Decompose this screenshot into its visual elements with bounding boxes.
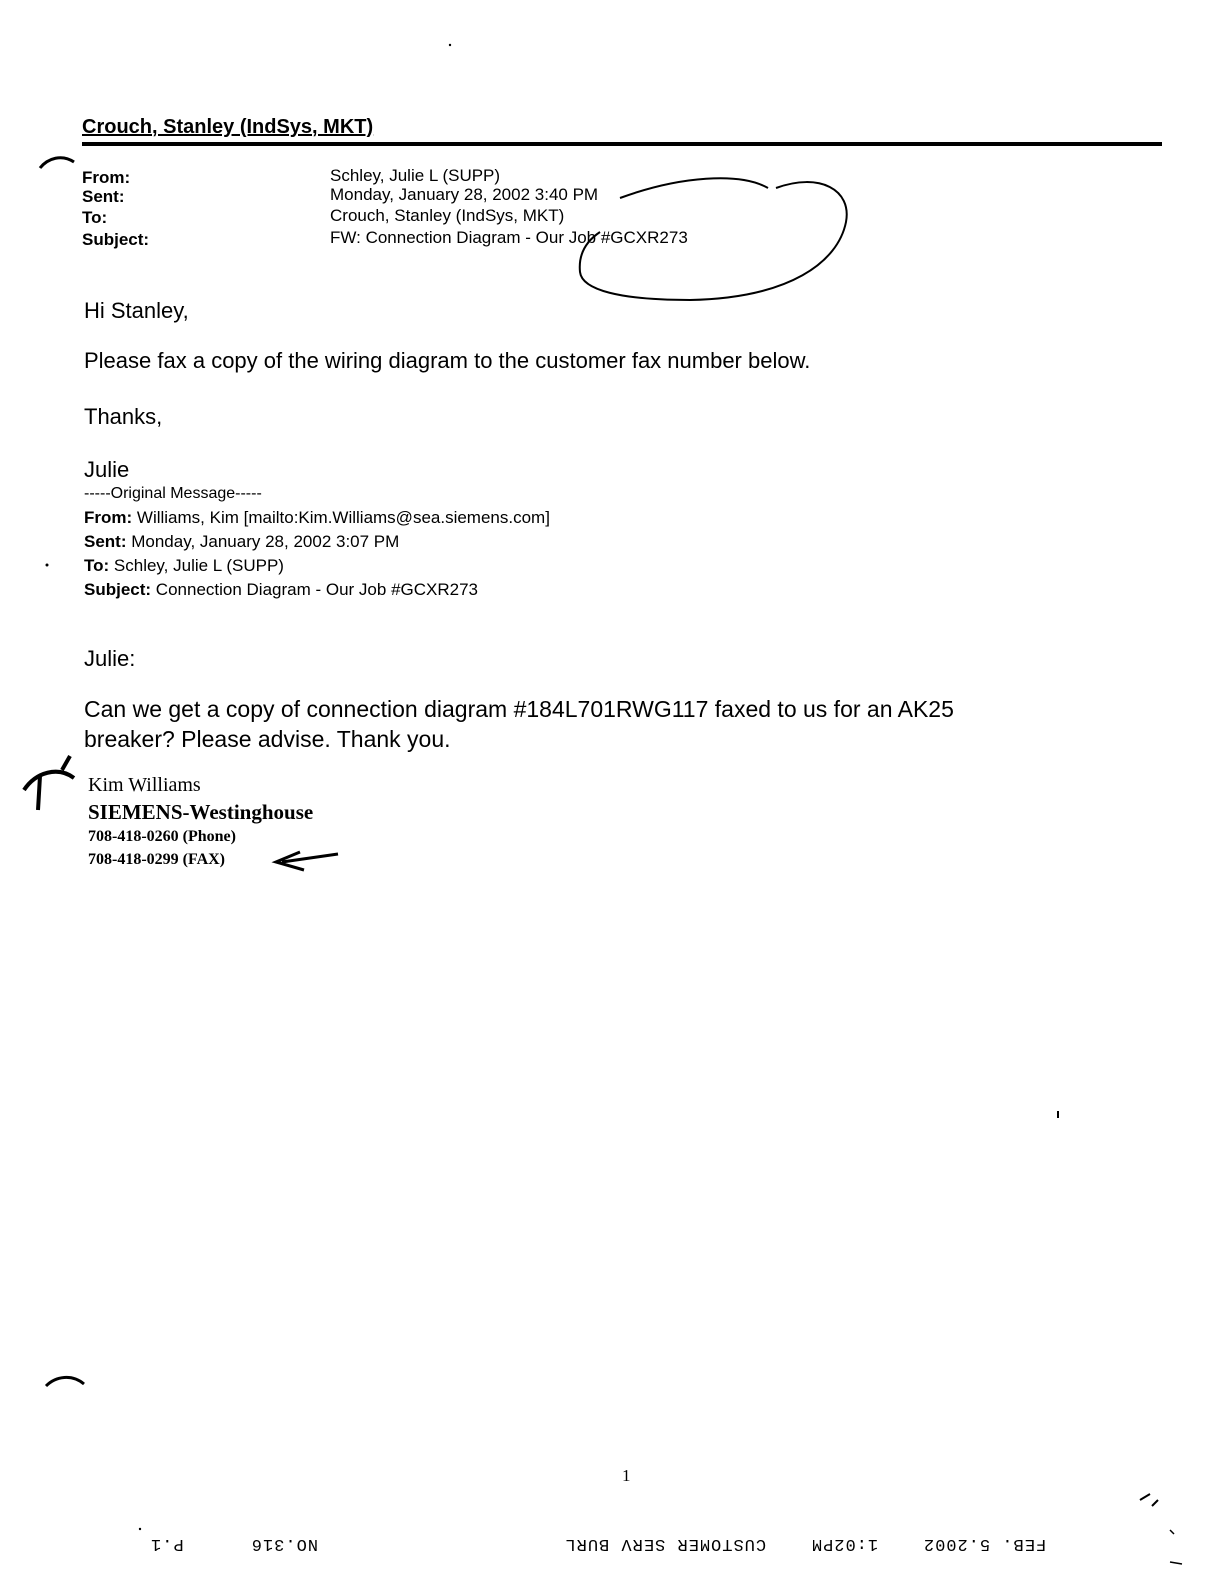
original-message-line2: breaker? Please advise. Thank you. <box>84 726 451 752</box>
signoff-text: Julie <box>84 457 130 482</box>
sent-label: Sent: <box>82 187 125 206</box>
original-subject-label: Subject: <box>84 580 152 599</box>
hand-checkmark <box>24 756 74 810</box>
from-value: Schley, Julie L (SUPP) <box>330 166 501 185</box>
original-sent-value: Monday, January 28, 2002 3:07 PM <box>131 532 400 551</box>
hand-hook-mark-bottom <box>46 1377 84 1386</box>
original-to-value: Schley, Julie L (SUPP) <box>113 556 284 575</box>
original-from-value: Williams, Kim [mailto:Kim.Williams@sea.siemens.com] <box>136 508 550 527</box>
mailbox-owner-title: Crouch, Stanley (IndSys, MKT) <box>82 116 374 138</box>
signature-company: SIEMENS-Westinghouse <box>88 800 314 824</box>
hand-arrow-fax <box>276 852 338 870</box>
thanks-text: Thanks, <box>84 404 163 429</box>
greeting: Hi Stanley, <box>84 298 189 323</box>
page-number: 1 <box>622 1466 631 1485</box>
hand-circle-annotation <box>580 178 847 300</box>
from-label: From: <box>82 168 131 187</box>
request-text: Please fax a copy of the wiring diagram to the customer fax number below. <box>84 348 811 373</box>
original-from-label: From: <box>84 508 133 527</box>
sent-value: Monday, January 28, 2002 3:40 PM <box>330 185 599 204</box>
signature-name: Kim Williams <box>88 774 201 796</box>
signature-fax: 708-418-0299 (FAX) <box>88 851 226 868</box>
fax-transmission-header: FEB. 5.2002 1:02PM CUSTOMER SERV BURL NO.316 P.1 <box>150 1534 1047 1553</box>
subject-label: Subject: <box>82 230 150 249</box>
hand-hook-mark-top <box>40 158 74 168</box>
original-to-label: To: <box>84 556 110 575</box>
original-subject-value: Connection Diagram - Our Job #GCXR273 <box>155 580 478 599</box>
signature-phone: 708-418-0260 (Phone) <box>88 828 236 845</box>
original-divider: -----Original Message----- <box>84 485 262 502</box>
to-value: Crouch, Stanley (IndSys, MKT) <box>330 206 565 225</box>
subject-value: FW: Connection Diagram - Our Job #GCXR273 <box>330 228 688 247</box>
original-message-line1: Can we get a copy of connection diagram #184L701RWG117 faxed to us for an AK25 <box>84 696 954 722</box>
original-sent-label: Sent: <box>84 532 127 551</box>
original-salutation: Julie: <box>84 646 136 671</box>
to-label: To: <box>82 208 108 227</box>
